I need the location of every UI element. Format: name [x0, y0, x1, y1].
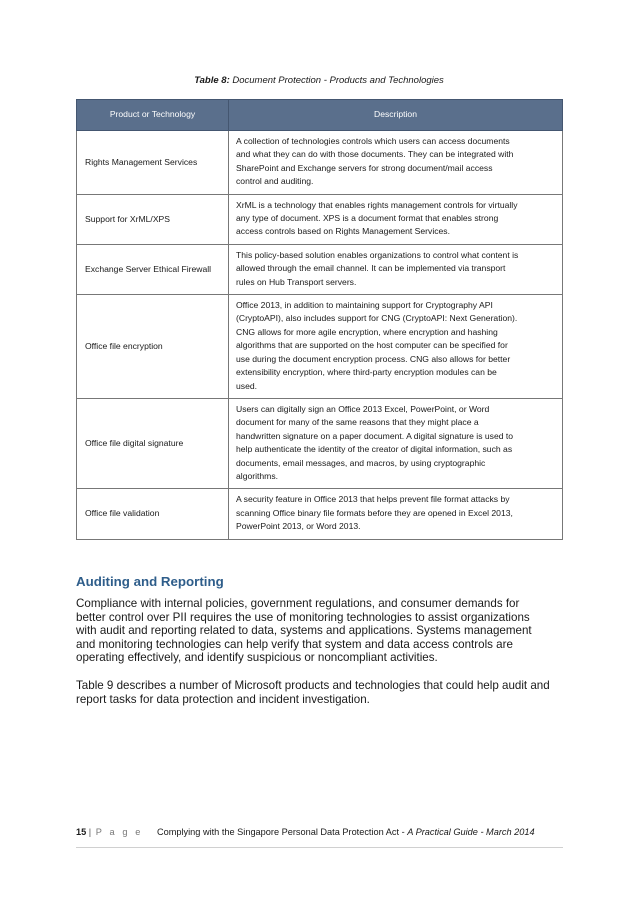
description-line: documents, email messages, and macros, by using cryptographic	[236, 457, 486, 468]
table-header-row	[77, 100, 563, 131]
footer-rule	[76, 847, 563, 848]
description-line: A security feature in Office 2013 that helps prevent file format attacks by	[236, 494, 510, 505]
description-line: algorithms.	[236, 470, 279, 481]
description-line: CNG allows for more agile encryption, where encryption and hashing	[236, 326, 498, 337]
description-line: scanning Office binary file formats before they are opened in Excel 2013,	[236, 507, 513, 518]
description-line: Office 2013, in addition to maintaining support for Cryptography API	[236, 300, 493, 311]
table-caption	[0, 75, 638, 86]
product-cell: Office file encryption	[77, 295, 229, 399]
table-row	[77, 489, 563, 539]
table-row	[77, 398, 563, 488]
description-line: (CryptoAPI), also includes support for CNG (CryptoAPI: Next Generation).	[236, 313, 518, 324]
footer-document-title	[157, 827, 535, 837]
page-word: P a g e	[95, 827, 143, 837]
table-body	[77, 131, 563, 540]
description-line: allowed through the email channel. It can be implemented via transport	[236, 263, 506, 274]
footer-title-text: Complying with the Singapore Personal Data Protection Act -	[157, 827, 405, 837]
description-line: rules on Hub Transport servers.	[236, 276, 357, 287]
document-protection-table	[76, 99, 563, 540]
footer-title-italic: A Practical Guide - March 2014	[407, 827, 535, 837]
table-caption-label: Table 8:	[194, 75, 230, 86]
description-cell	[229, 398, 563, 488]
product-cell: Office file digital signature	[77, 398, 229, 488]
description-line: algorithms that are supported on the host computer can be specified for	[236, 340, 508, 351]
section-heading: Auditing and Reporting	[76, 574, 224, 589]
description-line: SharePoint and Exchange servers for strong document/mail access	[236, 162, 493, 173]
description-cell	[229, 295, 563, 399]
body-paragraph-2	[76, 679, 576, 706]
description-line: used.	[236, 380, 258, 391]
description-line: XrML is a technology that enables rights management controls for virtually	[236, 199, 518, 210]
description-cell	[229, 489, 563, 539]
table-row	[77, 131, 563, 195]
description-line: PowerPoint 2013, or Word 2013.	[236, 521, 361, 532]
table-row	[77, 244, 563, 294]
column-header-description: Description	[229, 100, 563, 131]
description-line: access controls based on Rights Management Services.	[236, 226, 450, 237]
description-line: extensibility encryption, where third-party encryption modules can be	[236, 367, 497, 378]
paragraph-line: and monitoring technologies can help verify that system and data access controls are	[76, 637, 513, 651]
description-line: control and auditing.	[236, 176, 314, 187]
description-line: and what they can do with those documents. They can be integrated with	[236, 149, 514, 160]
footer-separator: |	[88, 827, 92, 837]
description-line: A collection of technologies controls which users can access documents	[236, 136, 510, 146]
table-caption-title: Document Protection - Products and Technologies	[232, 75, 444, 86]
paragraph-line: Table 9 describes a number of Microsoft products and technologies that could help audit and	[76, 679, 550, 692]
page-footer	[76, 827, 563, 837]
paragraph-line: with audit and reporting related to data, systems and applications. Systems management	[76, 624, 532, 638]
table-row	[77, 194, 563, 244]
paragraph-line: report tasks for data protection and incident investigation.	[76, 692, 370, 706]
description-line: help authenticate the identity of the creator of digital information, such as	[236, 444, 513, 455]
description-cell	[229, 194, 563, 244]
body-paragraph-1	[76, 597, 576, 665]
product-cell: Office file validation	[77, 489, 229, 539]
description-line: document for many of the same reasons that they might place a	[236, 417, 479, 428]
product-cell: Exchange Server Ethical Firewall	[77, 244, 229, 294]
paragraph-line: better control over PII requires the use of monitoring technologies to assist organizations	[76, 610, 530, 624]
product-cell: Rights Management Services	[77, 131, 229, 195]
product-cell: Support for XrML/XPS	[77, 194, 229, 244]
description-line: handwritten signature on a paper document. A digital signature is used to	[236, 430, 514, 441]
description-cell	[229, 131, 563, 195]
column-header-product: Product or Technology	[77, 100, 229, 131]
description-cell	[229, 244, 563, 294]
paragraph-line: operating effectively, and identify suspicious or noncompliant activities.	[76, 651, 438, 665]
description-line: This policy-based solution enables organizations to control what content is	[236, 249, 519, 260]
table-row	[77, 295, 563, 399]
description-line: use during the document encryption process. CNG also allows for better	[236, 353, 511, 364]
page-number: 15	[76, 827, 87, 837]
description-line: any type of document. XPS is a document format that enables strong	[236, 213, 499, 224]
description-line: Users can digitally sign an Office 2013 Excel, PowerPoint, or Word	[236, 403, 490, 414]
paragraph-line: Compliance with internal policies, government regulations, and consumer demands for	[76, 597, 520, 610]
